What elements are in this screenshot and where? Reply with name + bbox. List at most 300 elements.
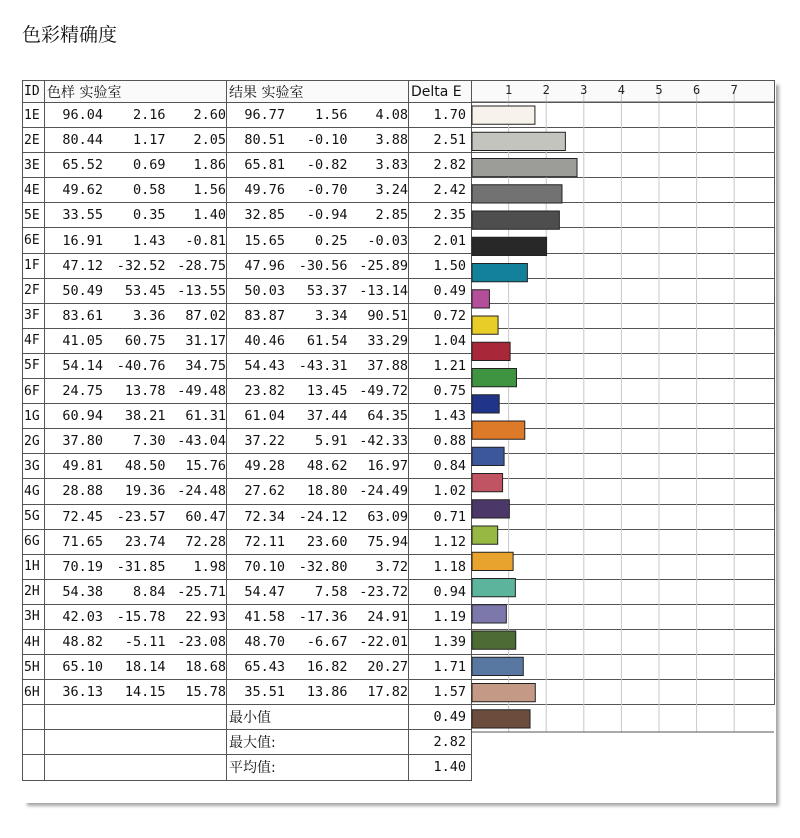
row-id: 1G (23, 404, 45, 429)
sample-lab-cell (45, 655, 227, 680)
sample-lab-cell (45, 203, 227, 228)
lab-values (45, 254, 226, 278)
l-value: 72.34 (244, 508, 285, 525)
lab-values (227, 655, 408, 679)
a-value: 48.62 (306, 458, 348, 475)
x-tick-label: 5 (655, 83, 663, 97)
a-value: -15.78 (116, 608, 166, 625)
lab-values (45, 279, 226, 303)
b-value: -49.48 (177, 383, 226, 400)
bar-3G (472, 474, 503, 492)
lab-values (45, 530, 226, 554)
a-value: 7.58 (314, 583, 348, 600)
l-value: 65.43 (244, 659, 285, 676)
a-value: -5.11 (124, 634, 166, 651)
sample-lab-cell (45, 579, 227, 604)
sample-lab-cell (45, 379, 227, 404)
a-value: 0.58 (132, 182, 166, 199)
a-value: 1.56 (314, 107, 348, 124)
b-value: 16.97 (367, 458, 408, 475)
header-sample: 色样 实验室 (45, 81, 227, 103)
sample-lab-cell (45, 629, 227, 654)
b-value: -22.01 (359, 634, 408, 651)
a-value: 16.82 (306, 659, 348, 676)
row-id: 2G (23, 429, 45, 454)
header-delta: Delta E (409, 81, 472, 103)
l-value: 83.87 (244, 307, 285, 324)
result-lab-cell (227, 655, 409, 680)
bar-3E (472, 159, 577, 177)
sample-lab-cell (45, 178, 227, 203)
a-value: 1.43 (132, 232, 166, 249)
bar-3F (472, 316, 498, 334)
x-tick-label: 4 (617, 83, 626, 97)
a-value: 2.16 (132, 107, 166, 124)
l-value: 15.65 (244, 232, 285, 249)
lab-values (227, 228, 408, 252)
lab-values (227, 404, 408, 428)
l-value: 32.85 (244, 207, 285, 224)
a-value: 18.14 (124, 659, 166, 676)
b-value: 17.82 (367, 684, 408, 701)
delta-e-value: 1.02 (409, 479, 472, 504)
l-value: 70.19 (62, 558, 103, 575)
b-value: 1.56 (193, 182, 226, 199)
sample-lab-cell (45, 228, 227, 253)
bar-2G (472, 447, 504, 465)
sample-lab-cell (45, 303, 227, 328)
a-value: -6.67 (306, 634, 348, 651)
delta-e-value: 0.72 (409, 303, 472, 328)
b-value: 75.94 (367, 533, 408, 550)
b-value: 72.28 (185, 533, 226, 550)
row-id: 6G (23, 529, 45, 554)
row-id: 5G (23, 504, 45, 529)
delta-e-value: 1.71 (409, 655, 472, 680)
a-value: 14.15 (124, 684, 166, 701)
summary-empty (45, 705, 227, 730)
b-value: 4.08 (375, 107, 408, 124)
a-value: -0.94 (306, 207, 348, 224)
b-value: -28.75 (177, 257, 226, 274)
sample-lab-cell (45, 504, 227, 529)
sample-lab-cell (45, 103, 227, 128)
bar-4E (472, 185, 562, 203)
l-value: 96.04 (62, 107, 103, 124)
b-value: -24.49 (359, 483, 408, 500)
summary-empty (23, 705, 45, 730)
a-value: 0.69 (132, 157, 166, 174)
result-lab-cell (227, 454, 409, 479)
lab-values (45, 454, 226, 478)
bar-1F (472, 264, 527, 282)
l-value: 54.47 (244, 583, 285, 600)
a-value: -40.76 (116, 357, 166, 374)
summary-empty (45, 755, 227, 780)
lab-values (45, 555, 226, 579)
a-value: 37.44 (306, 408, 348, 425)
b-value: 63.09 (367, 508, 408, 525)
l-value: 70.10 (244, 558, 285, 575)
a-value: 53.45 (124, 282, 166, 299)
a-value: 23.74 (124, 533, 166, 550)
result-lab-cell (227, 554, 409, 579)
b-value: -23.08 (177, 634, 226, 651)
row-id: 3E (23, 153, 45, 178)
b-value: 18.68 (185, 659, 226, 676)
delta-e-value: 2.35 (409, 203, 472, 228)
lab-values (45, 505, 226, 529)
lab-values (227, 304, 408, 328)
bar-6H (472, 710, 530, 728)
row-id: 4G (23, 479, 45, 504)
sample-lab-cell (45, 604, 227, 629)
lab-values (227, 479, 408, 503)
row-id: 1H (23, 554, 45, 579)
header-id: ID (23, 81, 45, 103)
summary-empty (45, 730, 227, 755)
sample-lab-cell (45, 529, 227, 554)
result-lab-cell (227, 604, 409, 629)
row-id: 2E (23, 128, 45, 153)
row-id: 4E (23, 178, 45, 203)
l-value: 83.61 (62, 307, 103, 324)
b-value: -25.71 (177, 583, 226, 600)
a-value: 1.17 (132, 132, 166, 149)
row-id: 4F (23, 328, 45, 353)
result-lab-cell (227, 103, 409, 128)
b-value: -0.81 (185, 232, 226, 249)
a-value: 3.36 (132, 307, 166, 324)
lab-values (227, 203, 408, 227)
lab-values (45, 680, 226, 704)
b-value: -13.55 (177, 282, 226, 299)
b-value: 2.85 (375, 207, 408, 224)
bar-3H (472, 631, 516, 649)
sample-lab-cell (45, 128, 227, 153)
summary-value: 0.49 (409, 705, 472, 730)
sample-lab-cell (45, 328, 227, 353)
lab-values (45, 429, 226, 453)
lab-values (45, 329, 226, 353)
l-value: 37.22 (244, 433, 285, 450)
b-value: 24.91 (367, 608, 408, 625)
b-value: 1.98 (193, 558, 226, 575)
row-id: 5H (23, 655, 45, 680)
result-lab-cell (227, 303, 409, 328)
a-value: -32.52 (116, 257, 166, 274)
b-value: -13.14 (359, 282, 408, 299)
b-value: 33.29 (367, 332, 408, 349)
lab-values (227, 580, 408, 604)
b-value: 60.47 (185, 508, 226, 525)
sample-lab-cell (45, 429, 227, 454)
b-value: 15.78 (185, 684, 226, 701)
delta-e-bar-chart (471, 80, 775, 800)
l-value: 23.82 (244, 383, 285, 400)
l-value: 54.38 (62, 583, 103, 600)
b-value: 22.93 (185, 608, 226, 625)
delta-e-value: 1.39 (409, 629, 472, 654)
lab-values (227, 555, 408, 579)
result-lab-cell (227, 429, 409, 454)
bar-1E (472, 106, 535, 124)
b-value: -23.72 (359, 583, 408, 600)
result-lab-cell (227, 379, 409, 404)
result-lab-cell (227, 228, 409, 253)
a-value: 18.80 (306, 483, 348, 500)
sample-lab-cell (45, 353, 227, 378)
result-lab-cell (227, 178, 409, 203)
a-value: 61.54 (306, 332, 348, 349)
delta-e-value: 0.71 (409, 504, 472, 529)
bar-6E (472, 237, 547, 255)
l-value: 33.55 (62, 207, 103, 224)
l-value: 48.82 (62, 634, 103, 651)
lab-values (45, 605, 226, 629)
delta-e-value: 1.57 (409, 680, 472, 705)
lab-values (227, 505, 408, 529)
bar-6F (472, 395, 499, 413)
l-value: 54.14 (62, 357, 103, 374)
a-value: -31.85 (116, 558, 166, 575)
header-result: 结果 实验室 (227, 81, 409, 103)
l-value: 50.49 (62, 282, 103, 299)
delta-e-value: 1.19 (409, 604, 472, 629)
row-id: 3F (23, 303, 45, 328)
l-value: 24.75 (62, 383, 103, 400)
l-value: 47.96 (244, 257, 285, 274)
b-value: 15.76 (185, 458, 226, 475)
b-value: 37.88 (367, 357, 408, 374)
b-value: 1.86 (193, 157, 226, 174)
delta-e-value: 0.88 (409, 429, 472, 454)
lab-values (45, 128, 226, 152)
summary-label: 最小值 (227, 705, 409, 730)
delta-e-value: 2.82 (409, 153, 472, 178)
sample-lab-cell (45, 253, 227, 278)
summary-value: 2.82 (409, 730, 472, 755)
summary-label: 最大值: (227, 730, 409, 755)
lab-values (227, 379, 408, 403)
l-value: 49.76 (244, 182, 285, 199)
a-value: -0.82 (306, 157, 348, 174)
lab-values (227, 429, 408, 453)
delta-e-value: 0.75 (409, 379, 472, 404)
delta-e-value: 2.42 (409, 178, 472, 203)
l-value: 16.91 (62, 232, 103, 249)
lab-values (227, 153, 408, 177)
result-lab-cell (227, 579, 409, 604)
sample-lab-cell (45, 479, 227, 504)
result-lab-cell (227, 404, 409, 429)
b-value: -0.03 (367, 232, 408, 249)
x-tick-label: 6 (692, 83, 701, 97)
a-value: -23.57 (116, 508, 166, 525)
a-value: 53.37 (306, 282, 348, 299)
row-id: 3H (23, 604, 45, 629)
summary-value: 1.40 (409, 755, 472, 780)
b-value: -49.72 (359, 383, 408, 400)
lab-values (45, 228, 226, 252)
a-value: 38.21 (124, 408, 166, 425)
a-value: 23.60 (306, 533, 348, 550)
row-id: 2F (23, 278, 45, 303)
result-lab-cell (227, 153, 409, 178)
b-value: 3.88 (375, 132, 408, 149)
lab-values (45, 304, 226, 328)
b-value: -43.04 (177, 433, 226, 450)
sample-lab-cell (45, 680, 227, 705)
l-value: 71.65 (62, 533, 103, 550)
result-lab-cell (227, 504, 409, 529)
sample-lab-cell (45, 278, 227, 303)
l-value: 48.70 (244, 634, 285, 651)
lab-values (227, 329, 408, 353)
row-id: 1E (23, 103, 45, 128)
l-value: 96.77 (244, 107, 285, 124)
l-value: 40.46 (244, 332, 285, 349)
l-value: 28.88 (62, 483, 103, 500)
summary-label: 平均值: (227, 755, 409, 780)
b-value: 34.75 (185, 357, 226, 374)
a-value: -43.31 (298, 357, 348, 374)
bar-1H (472, 579, 515, 597)
l-value: 49.28 (244, 458, 285, 475)
lab-values (45, 103, 226, 127)
a-value: 8.84 (132, 583, 166, 600)
bar-5E (472, 211, 559, 229)
lab-values (45, 354, 226, 378)
l-value: 61.04 (244, 408, 285, 425)
lab-values (45, 203, 226, 227)
l-value: 49.81 (62, 458, 103, 475)
delta-e-value: 1.18 (409, 554, 472, 579)
lab-values (227, 680, 408, 704)
result-lab-cell (227, 680, 409, 705)
x-tick-label: 7 (730, 83, 738, 97)
delta-e-value: 1.04 (409, 328, 472, 353)
lab-values (45, 479, 226, 503)
row-id: 3G (23, 454, 45, 479)
bar-5F (472, 369, 516, 387)
delta-e-value: 1.50 (409, 253, 472, 278)
row-id: 6E (23, 228, 45, 253)
sample-lab-cell (45, 554, 227, 579)
lab-values (45, 153, 226, 177)
result-lab-cell (227, 479, 409, 504)
l-value: 47.12 (62, 257, 103, 274)
bar-1G (472, 421, 525, 439)
lab-values (45, 379, 226, 403)
lab-values (227, 605, 408, 629)
l-value: 49.62 (62, 182, 103, 199)
x-tick-label: 2 (542, 83, 550, 97)
a-value: 13.86 (306, 684, 348, 701)
bar-4G (472, 500, 509, 518)
delta-e-value: 1.21 (409, 353, 472, 378)
delta-e-value: 0.49 (409, 278, 472, 303)
row-id: 6F (23, 379, 45, 404)
row-id: 5E (23, 203, 45, 228)
bar-5H (472, 684, 535, 702)
a-value: -0.70 (306, 182, 348, 199)
bar-2H (472, 605, 506, 623)
a-value: -30.56 (298, 257, 348, 274)
row-id: 2H (23, 579, 45, 604)
lab-values (227, 354, 408, 378)
result-lab-cell (227, 529, 409, 554)
row-id: 5F (23, 353, 45, 378)
b-value: 90.51 (367, 307, 408, 324)
b-value: 20.27 (367, 659, 408, 676)
l-value: 65.10 (62, 659, 103, 676)
page-title: 色彩精确度 (22, 24, 118, 46)
b-value: -25.89 (359, 257, 408, 274)
a-value: 13.45 (306, 383, 348, 400)
row-id: 4H (23, 629, 45, 654)
lab-values (45, 655, 226, 679)
lab-values (227, 178, 408, 202)
l-value: 60.94 (62, 408, 103, 425)
b-value: 3.83 (375, 157, 408, 174)
row-id: 1F (23, 253, 45, 278)
bar-4H (472, 657, 523, 675)
a-value: -24.12 (298, 508, 348, 525)
a-value: 3.34 (314, 307, 348, 324)
result-lab-cell (227, 253, 409, 278)
a-value: 13.78 (124, 383, 166, 400)
a-value: -32.80 (298, 558, 348, 575)
b-value: 2.60 (193, 107, 226, 124)
summary-empty (23, 755, 45, 780)
b-value: 64.35 (367, 408, 408, 425)
l-value: 65.81 (244, 157, 285, 174)
result-lab-cell (227, 629, 409, 654)
x-tick-label: 3 (580, 83, 588, 97)
l-value: 36.13 (62, 684, 103, 701)
lab-values (227, 254, 408, 278)
delta-e-value: 1.43 (409, 404, 472, 429)
l-value: 50.03 (244, 282, 285, 299)
lab-values (227, 279, 408, 303)
bar-6G (472, 552, 513, 570)
result-lab-cell (227, 128, 409, 153)
a-value: 19.36 (124, 483, 166, 500)
l-value: 65.52 (62, 157, 103, 174)
b-value: 87.02 (185, 307, 226, 324)
lab-values (45, 580, 226, 604)
lab-values (227, 103, 408, 127)
l-value: 72.11 (244, 533, 285, 550)
b-value: -42.33 (359, 433, 408, 450)
bar-2F (472, 290, 489, 308)
l-value: 37.80 (62, 433, 103, 450)
result-lab-cell (227, 328, 409, 353)
a-value: 7.30 (132, 433, 166, 450)
b-value: 3.24 (375, 182, 408, 199)
b-value: 31.17 (185, 332, 226, 349)
b-value: -24.48 (177, 483, 226, 500)
l-value: 27.62 (244, 483, 285, 500)
a-value: 60.75 (124, 332, 166, 349)
result-lab-cell (227, 278, 409, 303)
sample-lab-cell (45, 153, 227, 178)
lab-values (227, 630, 408, 654)
l-value: 35.51 (244, 684, 285, 701)
lab-values (227, 454, 408, 478)
a-value: 48.50 (124, 458, 166, 475)
